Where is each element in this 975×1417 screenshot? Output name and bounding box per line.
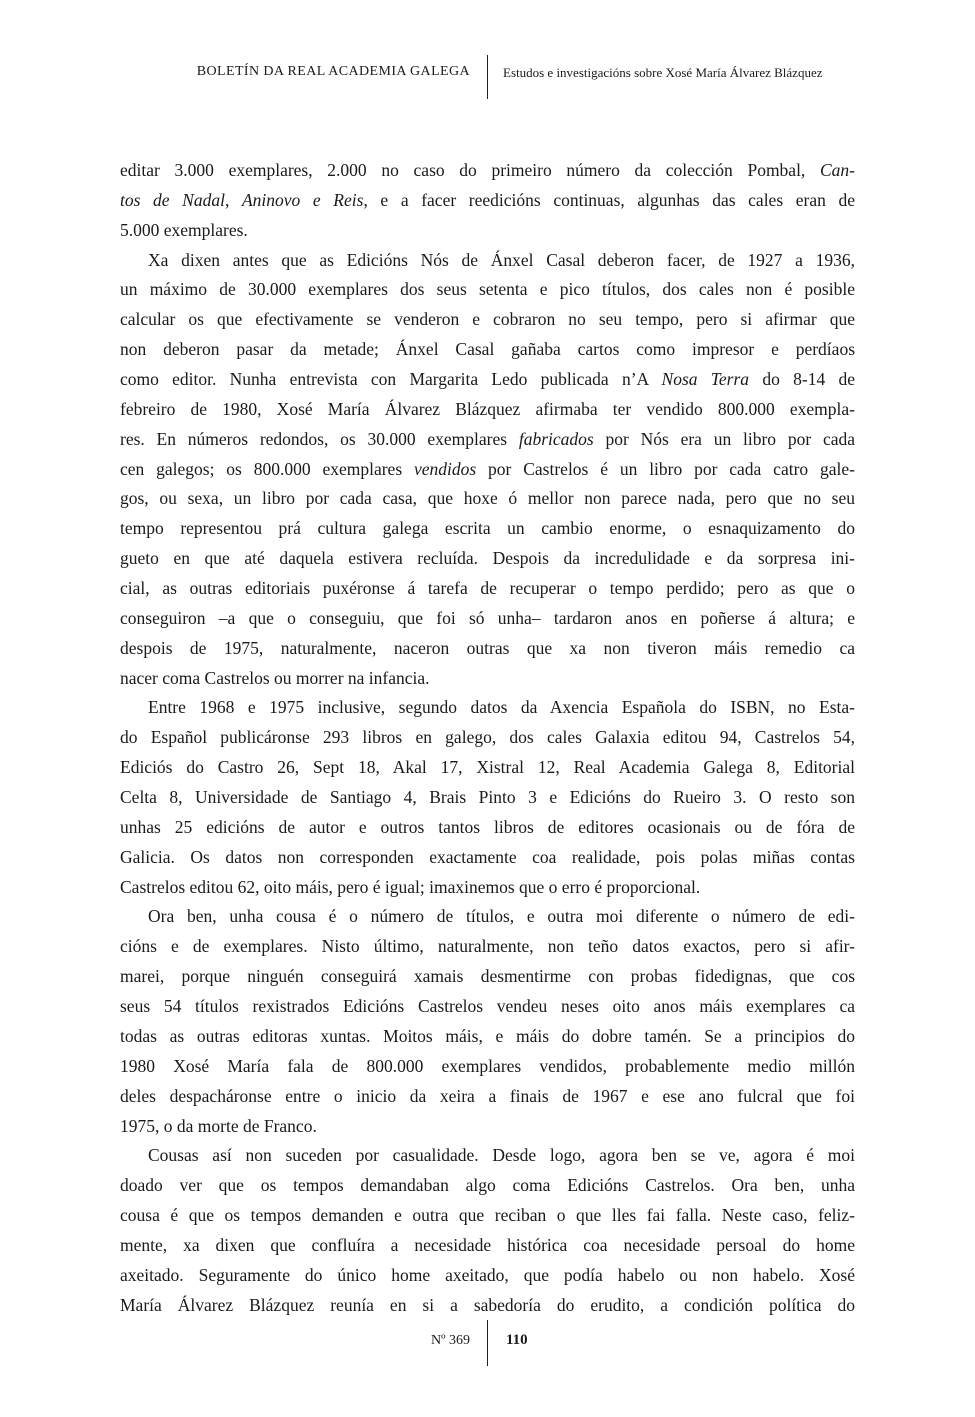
text-segment: Ediciós do Castro 26, Sept 18, Akal 17, Xistral 12, Real Academia Galega 8, Editorial bbox=[120, 757, 855, 778]
text-line bbox=[120, 1201, 855, 1231]
text-segment: como editor. Nunha entrevista con Margarita Ledo publicada n’A bbox=[120, 369, 662, 390]
text-line bbox=[120, 634, 855, 664]
text-segment: Ora ben, unha cousa é o número de títulos, e outra moi diferente o número de edi- bbox=[148, 906, 855, 927]
italic-text: Nosa Terra bbox=[661, 369, 750, 390]
text-segment: marei, porque ninguén conseguirá xamais desmentirme con probas fidedignas, que cos bbox=[120, 966, 855, 987]
text-line bbox=[120, 783, 855, 813]
text-line bbox=[120, 216, 855, 246]
text-segment: 1975, o da morte de Franco. bbox=[120, 1115, 317, 1136]
text-line bbox=[120, 1231, 855, 1261]
text-line bbox=[120, 395, 855, 425]
text-line bbox=[120, 156, 855, 186]
text-segment: cións e de exemplares. Nisto último, naturalmente, non teño datos exactos, pero si afir- bbox=[120, 936, 855, 957]
italic-text: tos de Nadal bbox=[120, 189, 225, 210]
text-line bbox=[120, 693, 855, 723]
text-line bbox=[120, 1082, 855, 1112]
journal-title: BOLETÍN DA REAL ACADEMIA GALEGA bbox=[196, 64, 470, 79]
text-line bbox=[120, 425, 855, 455]
text-line bbox=[120, 992, 855, 1022]
text-segment: deles despacháronse entre o inicio da xeira a finais de 1967 e ese ano fulcral que foi bbox=[120, 1085, 855, 1106]
text-segment: res. En números redondos, os 30.000 exemplares bbox=[120, 428, 519, 449]
text-segment: unhas 25 edicións de autor e outros tantos libros de editores ocasionais ou de fóra de bbox=[120, 816, 855, 837]
text-line bbox=[120, 305, 855, 335]
paragraph bbox=[120, 246, 855, 694]
text-line bbox=[120, 246, 855, 276]
paragraph bbox=[120, 902, 855, 1141]
text-line bbox=[120, 1141, 855, 1171]
text-segment: seus 54 títulos rexistrados Edicións Castrelos vendeu neses oito anos máis exemplares ca bbox=[120, 996, 855, 1017]
text-line bbox=[120, 723, 855, 753]
text-segment: editar 3.000 exemplares, 2.000 no caso do primeiro número da colección Pombal, bbox=[120, 160, 820, 180]
section-title: Estudos e investigacións sobre Xosé María Álvarez Blázquez bbox=[503, 65, 823, 80]
text-segment: Entre 1968 e 1975 inclusive, segundo datos da Axencia Española do ISBN, no Esta- bbox=[148, 697, 855, 718]
paragraph bbox=[120, 156, 855, 246]
italic-text: Aninovo e Reis bbox=[241, 189, 364, 210]
paragraph bbox=[120, 1141, 855, 1320]
text-line bbox=[120, 902, 855, 932]
text-segment: Castrelos editou 62, oito máis, pero é igual; imaxinemos que o erro é proporcional. bbox=[120, 876, 701, 897]
text-segment: conseguiron –a que o conseguiu, que foi só unha– tardaron anos en poñerse á altura; e bbox=[120, 607, 855, 628]
text-line bbox=[120, 664, 855, 694]
text-segment: 5.000 exemplares. bbox=[120, 219, 248, 240]
text-line bbox=[120, 1052, 855, 1082]
text-segment: Celta 8, Universidade de Santiago 4, Brais Pinto 3 e Edicións do Rueiro 3. O resto son bbox=[120, 787, 855, 808]
text-segment: gueto en que até daquela estivera recluída. Despois da incredulidade e da sorpresa ini- bbox=[120, 548, 855, 569]
text-line bbox=[120, 873, 855, 903]
text-segment: cen galegos; os 800.000 exemplares bbox=[120, 458, 414, 479]
text-line bbox=[120, 962, 855, 992]
italic-text: fabricados bbox=[518, 428, 594, 449]
text-segment: non deberon pasar da metade; Ánxel Casal gañaba cartos como impresor e perdíaos bbox=[120, 339, 855, 360]
text-segment: Xa dixen antes que as Edicións Nós de Ánxel Casal deberon facer, de 1927 a 1936, bbox=[148, 249, 855, 270]
text-line bbox=[120, 753, 855, 783]
text-segment: Galicia. Os datos non corresponden exactamente coa realidade, pois polas miñas contas bbox=[120, 846, 855, 867]
text-segment: calcular os que efectivamente se venderon e cobraron no seu tempo, pero si afirmar que bbox=[120, 309, 855, 330]
issue-number: Nº 369 bbox=[431, 1333, 470, 1348]
text-segment: un máximo de 30.000 exemplares dos seus setenta e pico títulos, dos cales non é posible bbox=[120, 279, 855, 300]
text-segment: Cousas así non suceden por casualidade. Desde logo, agora ben se ve, agora é moi bbox=[148, 1145, 855, 1166]
article-body bbox=[120, 156, 855, 1321]
text-line bbox=[120, 514, 855, 544]
text-segment: gos, ou sexa, un libro por cada casa, que hoxe ó mellor non parece nada, pero que no seu bbox=[120, 488, 855, 509]
text-segment: do 8-14 de bbox=[749, 369, 855, 390]
paragraph bbox=[120, 693, 855, 902]
text-line bbox=[120, 455, 855, 485]
text-line bbox=[120, 1261, 855, 1291]
text-line bbox=[120, 1022, 855, 1052]
text-segment: 1980 Xosé María fala de 800.000 exemplares vendidos, probablemente medio millón bbox=[120, 1055, 855, 1076]
text-segment: , bbox=[224, 189, 242, 210]
text-line bbox=[120, 484, 855, 514]
text-line bbox=[120, 544, 855, 574]
page-number: 110 bbox=[506, 1332, 528, 1348]
text-line bbox=[120, 574, 855, 604]
text-segment: tempo representou prá cultura galega escrita un cambio enorme, o esnaquizamento do bbox=[120, 518, 855, 539]
text-segment: , e a facer reedicións continuas, algunhas das cales eran de bbox=[363, 189, 855, 210]
text-segment: todas as outras editoras xuntas. Moitos máis, e máis do dobre tamén. Se a principios do bbox=[120, 1025, 855, 1046]
text-segment: axeitado. Seguramente do único home axeitado, que podía habelo ou non habelo. Xosé bbox=[120, 1264, 855, 1285]
text-line bbox=[120, 813, 855, 843]
text-line bbox=[120, 186, 855, 216]
text-line bbox=[120, 843, 855, 873]
text-segment: do Español publicáronse 293 libros en galego, dos cales Galaxia editou 94, Castrelos 54, bbox=[120, 727, 855, 748]
text-segment: despois de 1975, naturalmente, naceron outras que xa non tiveron máis remedio ca bbox=[120, 637, 855, 658]
text-segment: por Nós era un libro por cada bbox=[593, 428, 855, 449]
footer-divider bbox=[487, 1320, 488, 1366]
text-line bbox=[120, 1112, 855, 1142]
text-segment: cial, as outras editoriais puxéronse á tarefa de recuperar o tempo perdido; pero as que o bbox=[120, 578, 855, 599]
text-line bbox=[120, 604, 855, 634]
text-segment: cousa é que os tempos demanden e outra que reciban o que lles fai falla. Neste caso, feliz- bbox=[120, 1205, 855, 1226]
text-segment: febreiro de 1980, Xosé María Álvarez Blázquez afirmaba ter vendido 800.000 exempla- bbox=[120, 398, 855, 419]
text-line bbox=[120, 365, 855, 395]
text-line bbox=[120, 1291, 855, 1321]
text-line bbox=[120, 335, 855, 365]
text-line bbox=[120, 1171, 855, 1201]
italic-text: vendidos bbox=[413, 458, 477, 479]
text-segment: por Castrelos é un libro por cada catro gale- bbox=[476, 458, 855, 479]
text-segment: mente, xa dixen que confluíra a necesidade histórica coa necesidade persoal do home bbox=[120, 1234, 855, 1255]
text-line bbox=[120, 932, 855, 962]
italic-text: Can- bbox=[820, 160, 855, 180]
text-segment: nacer coma Castrelos ou morrer na infancia. bbox=[120, 667, 430, 688]
text-line bbox=[120, 275, 855, 305]
text-segment: doado ver que os tempos demandaban algo coma Edicións Castrelos. Ora ben, unha bbox=[120, 1175, 855, 1196]
text-segment: María Álvarez Blázquez reunía en si a sabedoría do erudito, a condición política do bbox=[120, 1294, 855, 1315]
header-divider bbox=[487, 55, 488, 99]
